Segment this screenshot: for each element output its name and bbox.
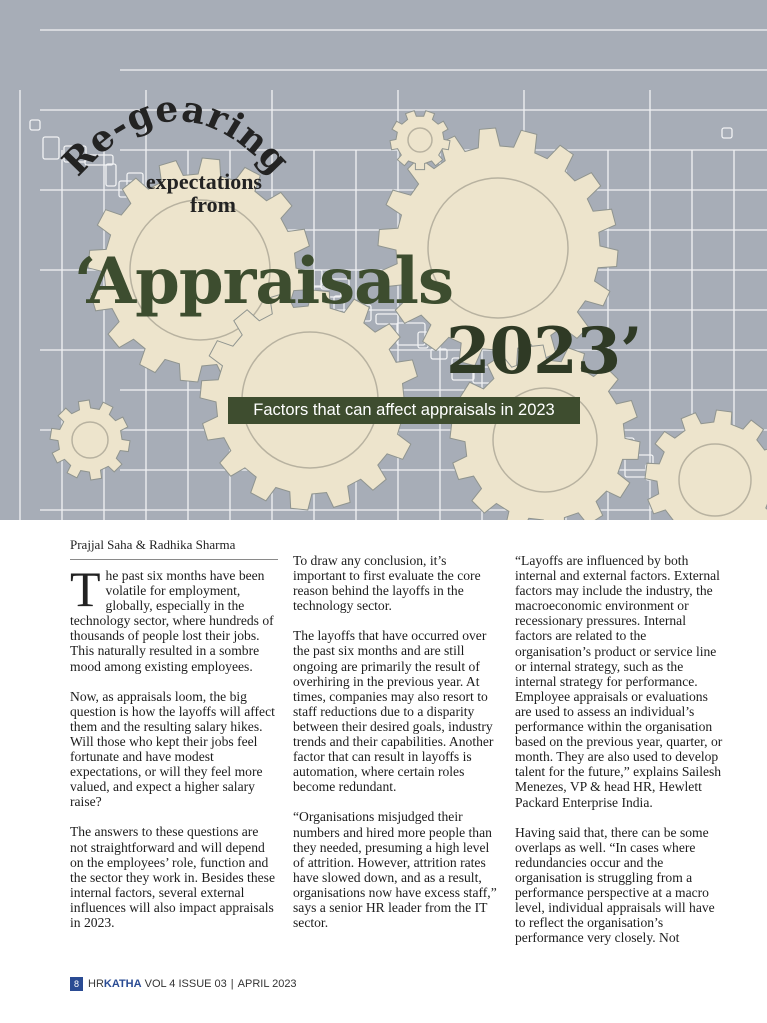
footer-separator: |: [230, 978, 234, 990]
article-column-3: [515, 553, 725, 960]
paragraph: The layoffs that have occurred over the past six months and are still ongoing are primarily the result of overhiring in the previous year. At times, companies may also resort to staff reductions due to a disparity between their desired goals, industry trends and their capabilities. Another factor that can result in layoffs is automation, where certain roles become redundant.: [293, 628, 494, 795]
brand-prefix: HR: [88, 978, 104, 990]
paragraph: Now, as appraisals loom, the big question is how the layoffs will affect them and the resulting salary hikes. Will those who kept their jobs feel fortunate and have modest expectations, or will they feel more valued, and expect a higher salary raise?: [70, 688, 275, 810]
kicker-text: [92, 170, 262, 216]
brand-name: KATHA: [103, 978, 142, 990]
paragraph-text: he past six months have been volatile for employment, globally, especially in the technology sector, where hundreds of thousands of people lost their jobs. This naturally resulted in a sombre mood among existing employees.: [70, 568, 274, 674]
drop-cap: T: [70, 561, 101, 617]
kicker-line-2: from: [189, 192, 236, 217]
paragraph: The answers to these questions are not straightforward and will depend on the employees’ role, function and the sector they work in. Besides these internal factors, several external influences will also impact appraisals in 2023.: [70, 824, 275, 930]
headline-line-2: 2023’: [446, 314, 642, 389]
page-number: 8: [70, 977, 83, 991]
title-arc-label: Re-gearing: [54, 87, 299, 184]
headline-line-1: ‘Appraisals: [74, 244, 453, 319]
page-footer: [70, 976, 297, 992]
paragraph: “Organisations misjudged their numbers and hired more people than they needed, presuming a high level of attrition. However, attrition rates have slowed down, and as a result, organisations now have excess staff,” says a senior HR leader from the IT sector.: [293, 809, 497, 931]
paragraph: [70, 561, 276, 674]
byline: Prajjal Saha & Radhika Sharma: [70, 537, 278, 560]
article-column-2: [293, 553, 499, 945]
article-column-1: [70, 561, 276, 945]
subtitle-banner: Factors that can affect appraisals in 2023: [228, 397, 580, 424]
kicker-line-1: expectations: [145, 169, 262, 194]
issue-date: APRIL 2023: [237, 978, 297, 990]
paragraph: “Layoffs are influenced by both internal and external factors. External factors may include the industry, the macroeconomic environment or recessionary pressures. Internal factors are related to the organisation’s product or service line or internal strategy, such as the internal strategy for performance. Employee appraisals or evaluations are used to assess an individual’s performance within the organisation based on the previous year, quarter, or month. They are also used to develop talent for the future,” explains Sailesh Menezes, VP & head HR, Hewlett Packard Enterprise India.: [515, 553, 723, 810]
paragraph: To draw any conclusion, it’s important to first evaluate the core reason behind the layoffs in the technology sector.: [293, 553, 481, 614]
issue-info: VOL 4 ISSUE 03: [144, 978, 227, 990]
paragraph: Having said that, there can be some overlaps as well. “In cases where redundancies occur and the organisation is struggling from a performance perspective at a macro level, individual appraisals will have to reflect the organisation’s performance very closely. Not: [515, 824, 715, 946]
